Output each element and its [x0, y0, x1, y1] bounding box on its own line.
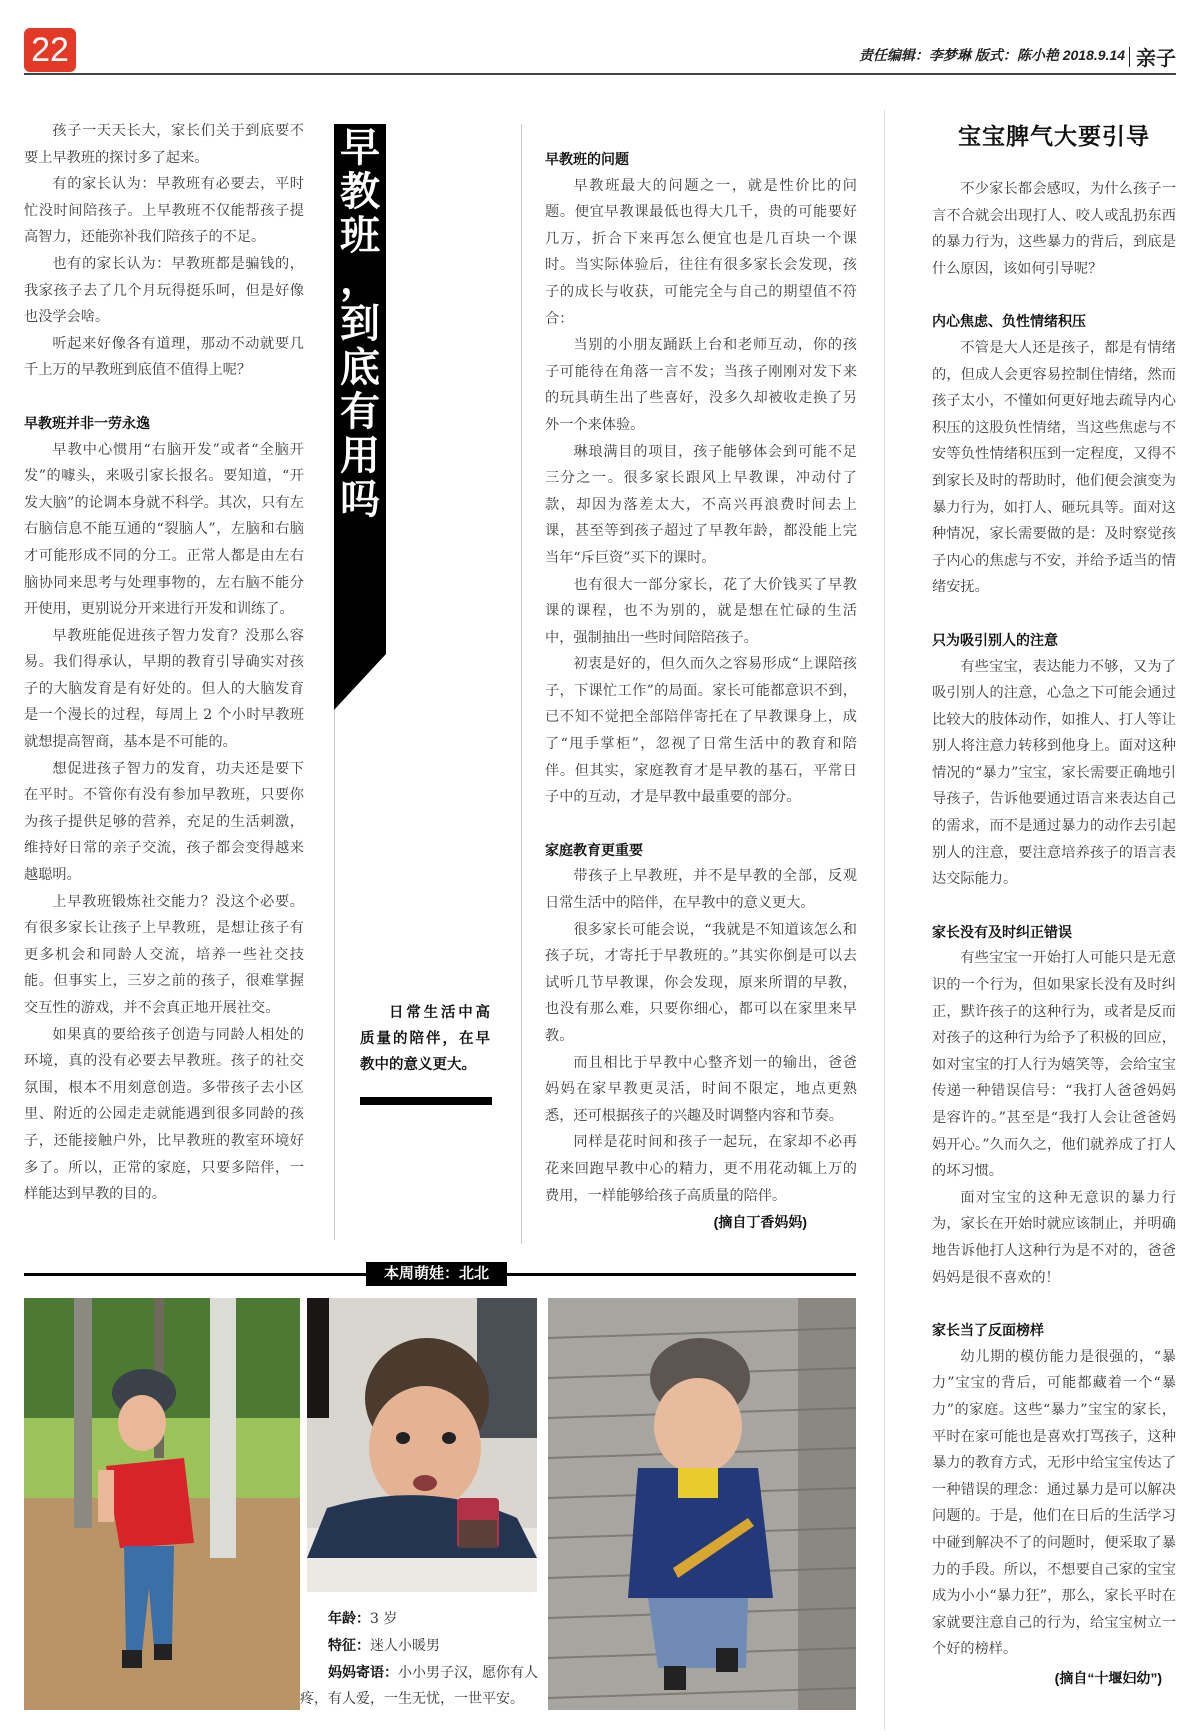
- title-char: 到: [340, 300, 380, 347]
- article1-column3: [545, 146, 857, 1235]
- baby-trait: [300, 1632, 538, 1659]
- header-meta: [859, 42, 1176, 71]
- body-paragraph: 不管是大人还是孩子，都是有情绪的，但成人会更容易控制住情绪，然而孩子太小，不懂如何更好地去疏导内心积压的这股负性情绪，当这些焦虑与不安等负性情绪积压到一定程度，又得不到家长及时的帮助时，他们便会演变为暴力行为，如打人、砸玩具等。面对这种情况，家长需要做的是：及时察觉孩子内心的焦虑与不安，并给予适当的情绪安抚。: [932, 339, 1176, 596]
- pull-quote: 日常生活中高质量的陪伴，在早教中的意义更大。: [360, 1004, 490, 1073]
- column-divider: [334, 640, 335, 1240]
- intro-paragraph: 孩子一天天长大，家长们关于到底要不要上早教班的探讨多了起来。: [24, 123, 304, 166]
- message-label: 妈妈寄语：: [328, 1664, 398, 1680]
- pull-quote-bar: [360, 1097, 492, 1105]
- message-value: 小小男子汉，愿你有人疼，有人爱，一生无忧，一世平安。: [300, 1665, 538, 1707]
- intro-paragraph: 不少家长都会感叹，为什么孩子一言不合就会出现打人、咬人或乱扔东西的暴力行为，这些暴力的背后，到底是什么原因，该如何引导呢？: [932, 181, 1176, 277]
- article2-title: 宝宝脾气大要引导: [958, 123, 1150, 150]
- header-divider: [1129, 47, 1130, 67]
- body-paragraph: 幼儿期的模仿能力是很强的，“暴力”宝宝的背后，可能都藏着一个“暴力”的家庭。这些“暴力”宝宝的家长，平时在家可能也是喜欢打骂孩子，这种暴力的教育方式，无形中给宝宝传达了一种错误的理念：通过暴力是可以解决问题的。于是，他们在日后的生活学习中碰到解决不了的问题时，便采取了暴力的手段。所以，不想要自己家的宝宝成为小小“暴力狂”，那么，家长平时在家就要注意自己的行为，给宝宝树立一个好的榜样。: [932, 1348, 1176, 1658]
- article1-source: (摘自丁香妈妈): [713, 1214, 807, 1231]
- title-char: 底: [340, 344, 380, 391]
- baby-age: [300, 1605, 538, 1632]
- body-paragraph: 而且相比于早教中心整齐划一的输出，爸爸妈妈在家早教更灵活，时间不限定，地点更熟悉，还可根据孩子的兴趣及时调整内容和节奏。: [545, 1054, 857, 1124]
- body-paragraph: 琳琅满目的项目，孩子能够体会到可能不足三分之一。很多家长跟风上早教课，冲动付了款，却因为落差太大，不高兴再浪费时间去上课，甚至等到孩子超过了早教年龄，都没能上完当年“斥巨资”买下的课时。: [545, 443, 857, 566]
- age-value: 3 岁: [370, 1611, 398, 1627]
- age-label: 年龄：: [328, 1610, 370, 1626]
- body-paragraph: 很多家长可能会说，“我就是不知道该怎么和孩子玩，才寄托于早教班的。”其实你倒是可以去试听几节早教课，你会发现，原来所谓的早教，也没有那么难，只要你细心，都可以在家里来早教。: [545, 921, 857, 1044]
- intro-paragraph: 有的家长认为：早教班有必要去，平时忙没时间陪孩子。上早教班不仅能帮孩子提高智力，还能弥补我们陪孩子的不足。: [24, 176, 304, 246]
- editor-credits: 责任编辑：李梦琳 版式：陈小艳 2018.9.14: [858, 47, 1125, 64]
- body-paragraph: 上早教班锻炼社交能力？没这个必要。有很多家长让孩子上早教班，是想让孩子有更多机会和同龄人交流，培养一些社交技能。但事实上，三岁之前的孩子，很难掌握交互性的游戏，并不会真正地开展社交。: [24, 893, 304, 1016]
- article2-column: [932, 176, 1176, 1693]
- title-char: 吗: [340, 476, 380, 523]
- body-paragraph: 当别的小朋友踊跃上台和老师互动，你的孩子可能待在角落一言不发；当孩子刚刚对发下来的玩具萌生出了些喜好，没多久却被收走换了另外一个来体验。: [545, 337, 857, 433]
- baby-message: [300, 1659, 538, 1712]
- column-divider: [521, 124, 522, 1244]
- title-char: 早: [340, 124, 380, 171]
- body-paragraph: 也有很大一部分家长，花了大价钱买了早教课的课程，也不为别的，就是想在忙碌的生活中，强制抽出一些时间陪陪孩子。: [545, 576, 857, 646]
- column-divider: [884, 110, 885, 1730]
- section-heading: 内心焦虑、负性情绪积压: [932, 313, 1086, 330]
- body-paragraph: 早教班能促进孩子智力发育？没那么容易。我们得承认，早期的教育引导确实对孩子的大脑发育是有好处的。但人的大脑发育是一个漫长的过程，每周上 2 个小时早教班就想提高智商，基本是不可能的。: [24, 627, 304, 751]
- baby-photo-park: [24, 1298, 300, 1710]
- baby-photo-boardwalk: [548, 1298, 856, 1710]
- title-char: 班: [340, 212, 380, 259]
- header-rule: [24, 73, 1176, 75]
- title-bar-wedge: [334, 640, 386, 720]
- article2-source: (摘自“十堰妇幼”): [1054, 1669, 1162, 1686]
- section-heading: 早教班的问题: [545, 151, 629, 167]
- section-name: 亲子: [1136, 48, 1176, 70]
- title-char: ，: [340, 256, 380, 303]
- article1-title: [334, 124, 386, 644]
- body-paragraph: 如果真的要给孩子创造与同龄人相处的环境，真的没有必要去早教班。孩子的社交氛围，根本不用刻意创造。多带孩子去小区里、附近的公园走走就能遇到很多同龄的孩子，还能接触户外，比早教班的教室环境好多了。所以，正常的家庭，只要多陪伴，一样能达到早教的目的。: [24, 1026, 304, 1203]
- section-heading: 只为吸引别人的注意: [932, 631, 1058, 648]
- body-paragraph: 早教中心惯用“右脑开发”或者“全脑开发”的噱头，来吸引家长报名。要知道，“开发大脑”的论调本身就不科学。其次，只有左右脑信息不能互通的“裂脑人”，左脑和右脑才可能形成不同的分工。正常人都是由左右脑协同来思考与处理事物的，左右脑不能分开使用，更别说分开来进行开发和训练了。: [24, 441, 304, 618]
- baby-photo-dessert: [307, 1298, 537, 1592]
- trait-value: 迷人小暖男: [370, 1638, 440, 1654]
- body-paragraph: 初衷是好的，但久而久之容易形成“上课陪孩子，下课忙工作”的局面。家长可能都意识不到，已不知不觉把全部陪伴寄托在了早教课身上，成了“甩手掌柜”，忽视了日常生活中的教育和陪伴。但其实，家庭教育才是早教的基石，平常日子中的互动，才是早教中最重要的部分。: [545, 656, 857, 806]
- title-char: 有: [340, 388, 380, 435]
- section-heading: 早教班并非一劳永逸: [24, 414, 150, 431]
- article1-column1: [24, 118, 304, 1208]
- body-paragraph: 有些宝宝，表达能力不够，又为了吸引别人的注意，心急之下可能会通过比较大的肢体动作，如推人、打人等让别人将注意力转移到他身上。面对这种情况的“暴力”宝宝，家长需要正确地引导孩子，告诉他要通过语言来表达自己的需求，而不是通过暴力的动作去引起别人的注意，要注意培养孩子的语言表达交际能力。: [932, 658, 1176, 888]
- baby-info: [300, 1605, 538, 1712]
- body-paragraph: 面对宝宝的这种无意识的暴力行为，家长在开始时就应该制止，并明确地告诉他打人这种行为是不对的，爸爸妈妈是很不喜欢的！: [932, 1189, 1176, 1286]
- section-heading: 家长没有及时纠正错误: [932, 923, 1072, 940]
- body-paragraph: 有些宝宝一开始打人可能只是无意识的一个行为，但如果家长没有及时纠正，默许孩子的这种行为，或者是反而对孩子的这种行为给予了积极的回应，如对宝宝的打人行为嬉笑等，会给宝宝传递一种错误信号：“我打人爸爸妈妈是容许的。”甚至是“我打人会让爸爸妈妈开心。”久而久之，他们就养成了打人的坏习惯。: [932, 950, 1176, 1180]
- baby-band-label: 本周萌娃：北北: [366, 1262, 507, 1286]
- body-paragraph: 想促进孩子智力的发育，功夫还是要下在平时。不管你有没有参加早教班，只要你为孩子提供足够的营养，充足的生活刺激，维持好日常的亲子交流，孩子都会变得越来越聪明。: [24, 760, 304, 884]
- section-heading: 家长当了反面榜样: [932, 1322, 1044, 1339]
- intro-paragraph: 也有的家长认为：早教班都是骗钱的，我家孩子去了几个月玩得挺乐呵，但是好像也没学会啥。: [24, 255, 304, 326]
- section-heading: 家庭教育更重要: [545, 841, 643, 858]
- body-paragraph: 早教班最大的问题之一，就是性价比的问题。便宜早教课最低也得大几千，贵的可能要好几万，折合下来再怎么便宜也是几百块一个课时。当实际体验后，往往有很多家长会发现，孩子的成长与收获，可能完全与自己的期望值不符合：: [545, 177, 857, 327]
- title-char: 教: [340, 168, 380, 215]
- title-char: 用: [340, 432, 380, 479]
- trait-label: 特征：: [328, 1637, 370, 1653]
- page-number-badge: 22: [24, 28, 76, 72]
- body-paragraph: 同样是花时间和孩子一起玩，在家却不必再花来回跑早教中心的精力，更不用花动辄上万的费用，一样能够给孩子高质量的陪伴。: [545, 1134, 857, 1204]
- body-paragraph: 带孩子上早教班，并不是早教的全部，反观日常生活中的陪伴，在早教中的意义更大。: [545, 868, 857, 912]
- intro-paragraph: 听起来好像各有道理，那动不动就要几千上万的早教班到底值不值得上呢？: [24, 335, 304, 379]
